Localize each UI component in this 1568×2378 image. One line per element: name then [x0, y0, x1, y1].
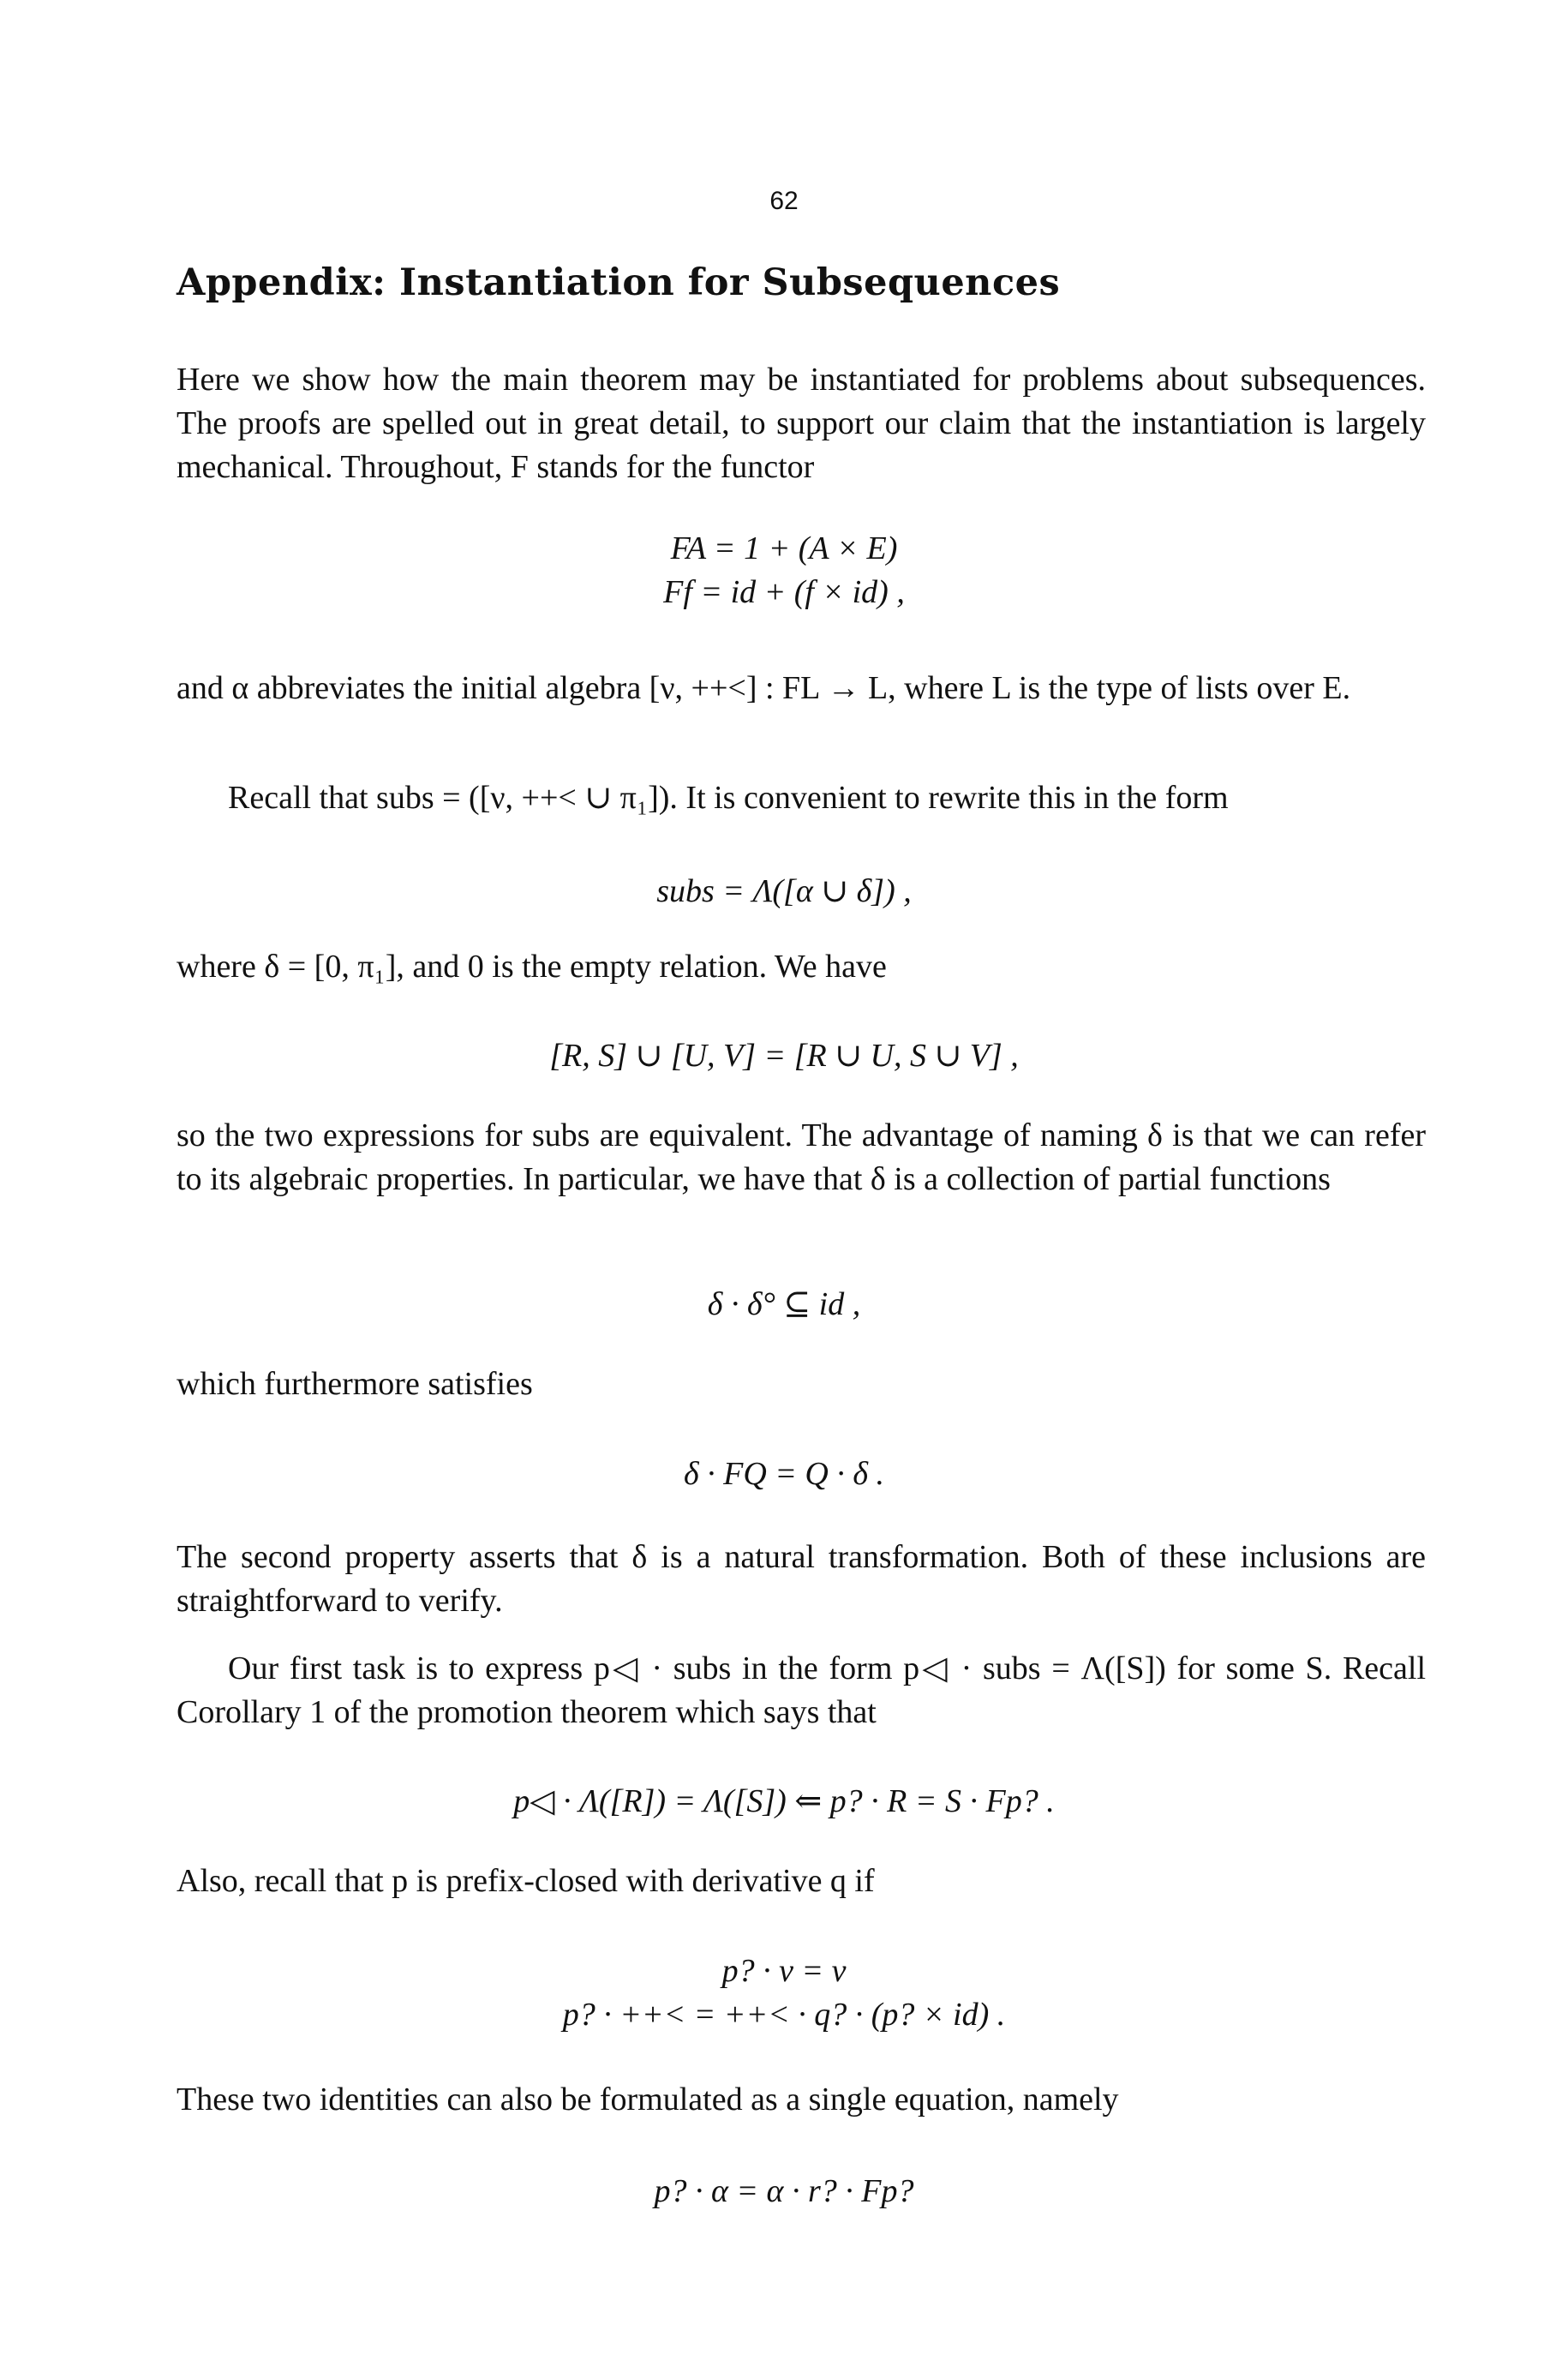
paragraph-natural-transformation: The second property asserts that δ is a natural transformation. Both of these inclusions are straightforward to verify.: [177, 1539, 1426, 1619]
paragraph-initial-algebra: and α abbreviates the initial algebra [ν, ++<] : FL → L, where L is the type of lists over E.: [177, 670, 1351, 706]
functor-arrow-equation: Ff = id + (f × id) ,: [663, 574, 905, 610]
paragraph-recall-subs: Recall that subs = ([ν, ++< ∪ π₁]). It is convenient to rewrite this in the form: [228, 780, 1229, 816]
prefix-closed-equations: [0, 1950, 1568, 2037]
equation-natural: δ · FQ = Q · δ .: [683, 1456, 885, 1492]
paragraph-delta-def: where δ = [0, π₁], and 0 is the empty relation. We have: [177, 949, 887, 985]
page-number: 62: [769, 187, 799, 215]
equation-corollary: p◁ · Λ([R]) = Λ([S]) ⇐ p? · R = S · Fp? .: [513, 1783, 1055, 1819]
equation-single: p? · α = α · r? · Fp?: [654, 2173, 914, 2209]
appendix-heading: Appendix: Instantiation for Subsequences: [177, 261, 1061, 304]
equation-partial-functions: δ · δ° ⊆ id ,: [707, 1286, 861, 1322]
paragraph-prefix-closed: Also, recall that p is prefix-closed with derivative q if: [177, 1863, 875, 1899]
paragraph-satisfies: which furthermore satisfies: [177, 1366, 533, 1402]
prefix-equation-snoc: p? · ++< = ++< · q? · (p? × id) .: [562, 1997, 1006, 2033]
paragraph-first-task: Our first task is to express p◁ · subs in the form p◁ · subs = Λ([S]) for some S. Recall Corollary 1 of the promotion theorem which says that: [177, 1650, 1426, 1730]
paragraph-single-equation: These two identities can also be formulated as a single equation, namely: [177, 2081, 1119, 2117]
paragraph-naming-delta: so the two expressions for subs are equivalent. The advantage of naming δ is that we can refer to its algebraic properties. In particular, we have that δ is a collection of partial functions: [177, 1117, 1426, 1197]
prefix-equation-nu: p? · ν = ν: [721, 1953, 847, 1989]
functor-object-equation: FA = 1 + (A × E): [670, 530, 898, 566]
equation-subs-form: subs = Λ([α ∪ δ]) ,: [656, 873, 912, 909]
paragraph-intro: Here we show how the main theorem may be instantiated for problems about subsequences. The proofs are spelled out in great detail, to support our claim that the instantiation is largely mechanical. Throughout, F stands for the functor: [177, 362, 1426, 485]
equation-union: [R, S] ∪ [U, V] = [R ∪ U, S ∪ V] ,: [549, 1038, 1019, 1074]
functor-definition: [0, 527, 1568, 614]
